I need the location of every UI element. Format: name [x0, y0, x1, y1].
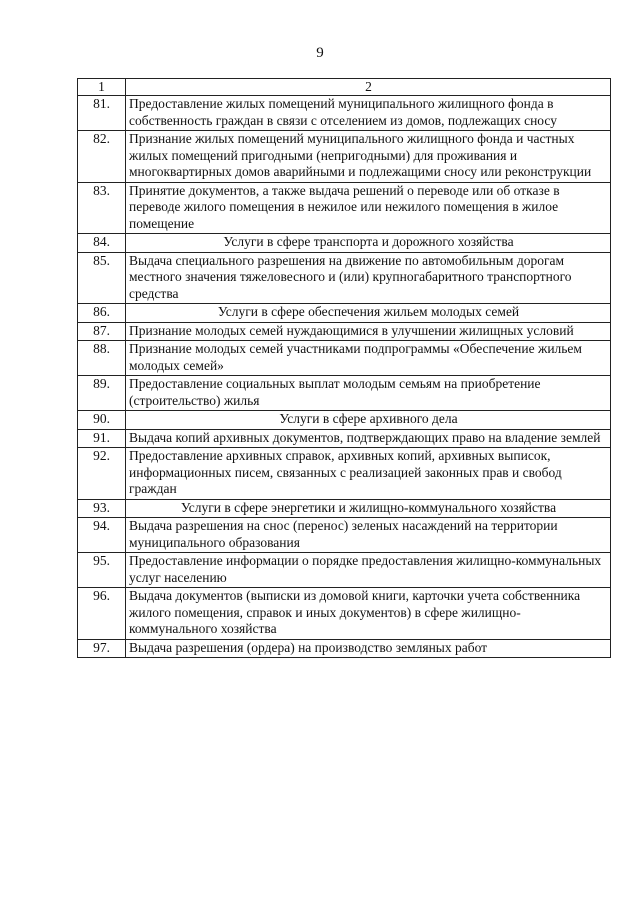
service-name: Выдача специального разрешения на движение по автомобильным дорогам местного значения тяжеловесного и (или) крупногабаритного транспортного средства: [126, 252, 611, 304]
section-header-row: [78, 411, 611, 430]
table-row: [78, 429, 611, 448]
section-title: Услуги в сфере архивного дела: [126, 411, 611, 430]
section-title: Услуги в сфере энергетики и жилищно-коммунального хозяйства: [126, 499, 611, 518]
page-number: 9: [316, 45, 324, 61]
row-number: 87.: [78, 322, 126, 341]
section-header-row: [78, 304, 611, 323]
row-number: 82.: [78, 131, 126, 183]
service-name: Выдача разрешения (ордера) на производство земляных работ: [126, 639, 611, 658]
section-header-row: [78, 234, 611, 253]
service-name: Признание молодых семей участниками подпрограммы «Обеспечение жильем молодых семей»: [126, 341, 611, 376]
row-number: 90.: [78, 411, 126, 430]
row-number: 95.: [78, 553, 126, 588]
service-name: Принятие документов, а также выдача решений о переводе или об отказе в переводе жилого помещения в нежилое или нежилого помещения в жилое помещение: [126, 182, 611, 234]
table-row: [78, 448, 611, 500]
section-title: Услуги в сфере обеспечения жильем молодых семей: [126, 304, 611, 323]
services-table: [77, 78, 611, 658]
row-number: 84.: [78, 234, 126, 253]
column-header-service: 2: [126, 79, 611, 96]
service-name: Предоставление информации о порядке предоставления жилищно-коммунальных услуг населению: [126, 553, 611, 588]
table-header-row: [78, 79, 611, 96]
section-header-row: [78, 499, 611, 518]
row-number: 88.: [78, 341, 126, 376]
service-name: Выдача копий архивных документов, подтверждающих право на владение землей: [126, 429, 611, 448]
table-row: [78, 96, 611, 131]
row-number: 81.: [78, 96, 126, 131]
table-row: [78, 182, 611, 234]
column-header-number: 1: [78, 79, 126, 96]
service-name: Предоставление жилых помещений муниципального жилищного фонда в собственность граждан в связи с отселением из домов, подлежащих сносу: [126, 96, 611, 131]
service-name: Предоставление социальных выплат молодым семьям на приобретение (строительство) жилья: [126, 376, 611, 411]
row-number: 91.: [78, 429, 126, 448]
row-number: 93.: [78, 499, 126, 518]
row-number: 97.: [78, 639, 126, 658]
service-name: Выдача документов (выписки из домовой книги, карточки учета собственника жилого помещения, справок и иных документов) в сфере жилищно-коммунального хозяйства: [126, 588, 611, 640]
table-row: [78, 341, 611, 376]
row-number: 83.: [78, 182, 126, 234]
service-name: Признание жилых помещений муниципального жилищного фонда и частных жилых помещений пригодными (непригодными) для проживания и многоквартирных домов аварийными и подлежащими сносу или реконструкции: [126, 131, 611, 183]
table-row: [78, 518, 611, 553]
table-row: [78, 252, 611, 304]
section-title: Услуги в сфере транспорта и дорожного хозяйства: [126, 234, 611, 253]
row-number: 85.: [78, 252, 126, 304]
table-row: [78, 588, 611, 640]
table-row: [78, 322, 611, 341]
services-table-body: [78, 79, 611, 658]
row-number: 94.: [78, 518, 126, 553]
row-number: 89.: [78, 376, 126, 411]
row-number: 92.: [78, 448, 126, 500]
service-name: Предоставление архивных справок, архивных копий, архивных выписок, информационных писем, связанных с реализацией законных прав и свобод граждан: [126, 448, 611, 500]
row-number: 86.: [78, 304, 126, 323]
table-row: [78, 131, 611, 183]
service-name: Признание молодых семей нуждающимися в улучшении жилищных условий: [126, 322, 611, 341]
row-number: 96.: [78, 588, 126, 640]
table-row: [78, 376, 611, 411]
table-row: [78, 553, 611, 588]
table-row: [78, 639, 611, 658]
service-name: Выдача разрешения на снос (перенос) зеленых насаждений на территории муниципального образования: [126, 518, 611, 553]
